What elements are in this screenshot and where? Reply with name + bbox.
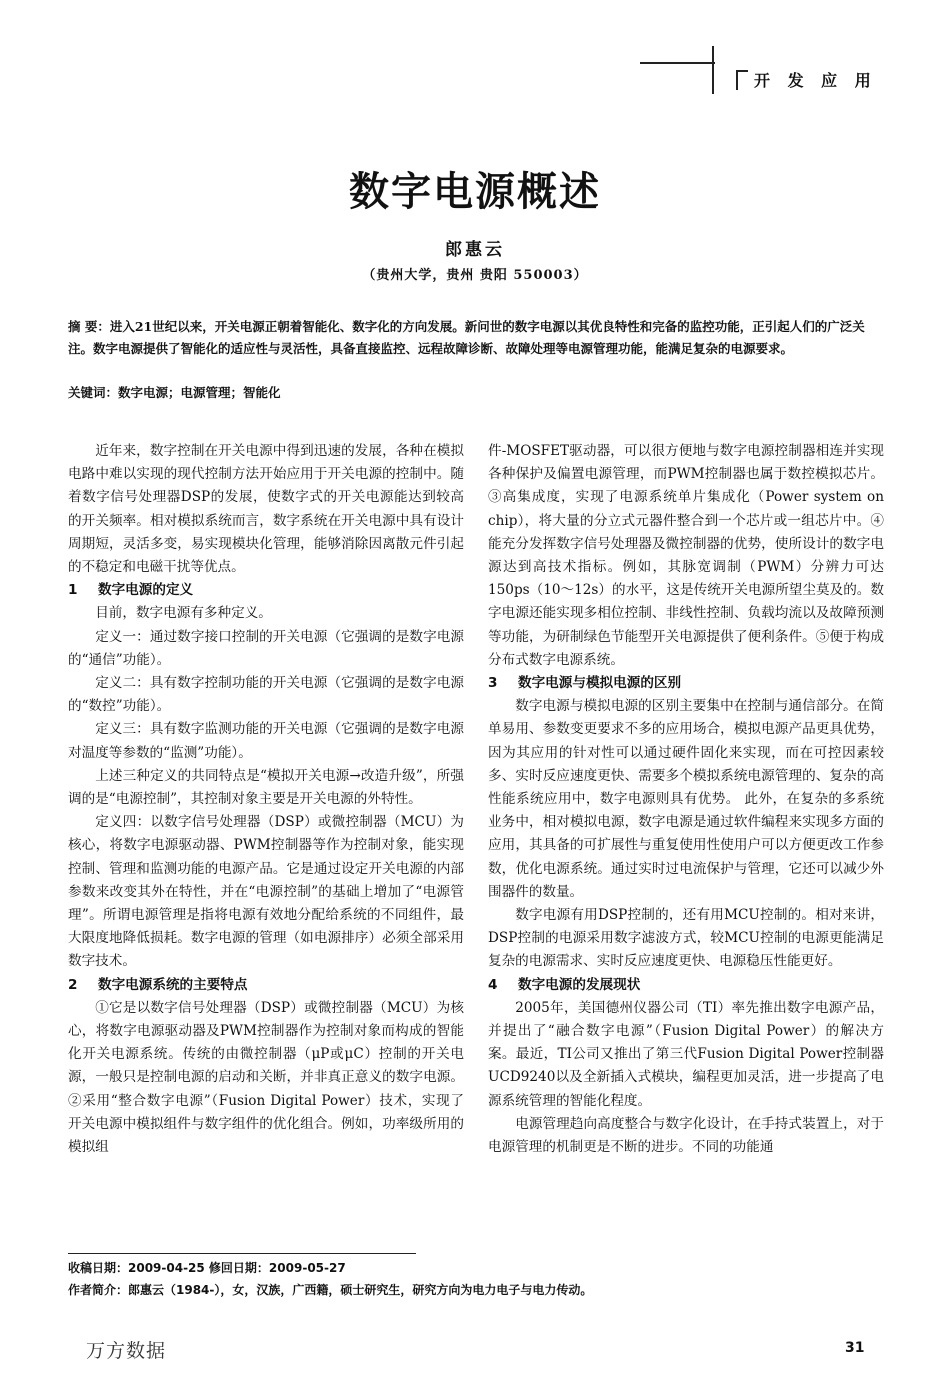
section-label: 开 发 应 用 <box>754 70 877 90</box>
section-heading-1: 1 数字电源的定义 <box>68 582 194 599</box>
author-bio: 作者简介：郎惠云（1984-），女，汉族，广西籍，硕士研究生，研究方向为电力电子与电力传动。 <box>68 1283 593 1297</box>
right-column <box>488 440 884 1159</box>
paragraph: 件-MOSFET驱动器，可以很方便地与数字电源控制器相连并实现各种保护及偏置电源管理，而PWM控制器也属于数控模拟芯片。③高集成度，实现了电源系统单片集成化（Power system on chip），将大量的分立式元器件整合到一个芯片或一组芯片中。④能充分发挥数字信号处理器及微控制器的优势，使所设计的数字电源达到高技术指标。例如，其脉宽调制（PWM）分辨力可达150ps（10～12s）的水平，这是传统开关电源所望尘莫及的。数字电源还能实现多相位控制、非线性控制、负载均流以及故障预测等功能，为研制绿色节能型开关电源提供了便利条件。⑤便于构成分布式数字电源系统。 <box>488 443 884 668</box>
paper-title: 数字电源概述 <box>349 169 601 215</box>
section-heading-3: 3 数字电源与模拟电源的区别 <box>488 675 682 692</box>
paragraph: 上述三种定义的共同特点是“模拟开关电源→改造升级”，所强调的是“电源控制”，其控制对象主要是开关电源的外特性。 <box>68 767 464 808</box>
paragraph: 数字电源有用DSP控制的，还有用MCU控制的。相对来讲，DSP控制的电源采用数字滤波方式，较MCU控制的电源更能满足复杂的电源需求、实时反应速度更快、电源稳压性能更好。 <box>488 907 884 970</box>
abstract-label: 摘 要： <box>68 319 110 334</box>
header-vertical-bar <box>712 46 714 94</box>
left-column <box>68 440 464 1159</box>
keywords-text: 数字电源；电源管理；智能化 <box>118 385 281 400</box>
keywords-label: 关键词： <box>68 385 119 400</box>
author: 郎惠云 <box>445 240 505 260</box>
paragraph: 目前，数字电源有多种定义。 <box>95 605 272 622</box>
abstract <box>68 316 884 360</box>
paragraph: 电源管理趋向高度整合与数字化设计，在手持式装置上，对于电源管理的机制更是不断的进步。不同的功能通 <box>488 1115 884 1156</box>
footnote-rule <box>68 1253 416 1254</box>
received-dates: 收稿日期：2009-04-25 修回日期：2009-05-27 <box>68 1261 346 1275</box>
paragraph: 数字电源与模拟电源的区别主要集中在控制与通信部分。在简单易用、参数变更要求不多的应用场合，模拟电源产品更具优势，因为其应用的针对性可以通过硬件固化来实现，而在可控因素较多、实时反应速度更快、需要多个模拟系统电源管理的、复杂的高性能系统应用中，数字电源则具有优势。 此外，在复杂的多系统业务中，相对模拟电源，数字电源是通过软件编程来实现多方面的应用，其具备的可扩展性与重复使用性使用户可以方便更改工作参数，优化电源系统。通过实时过电流保护与管理，它还可以减少外围器件的数量。 <box>488 698 884 900</box>
section-heading-4: 4 数字电源的发展现状 <box>488 976 641 993</box>
paragraph: 定义四：以数字信号处理器（DSP）或微控制器（MCU）为核心，将数字电源驱动器、PWM控制器等作为控制对象，能实现控制、管理和监测功能的电源产品。它是通过设定开关电源的内部参数来改变其外在特性，并在“电源控制”的基础上增加了“电源管理”。所谓电源管理是指将电源有效地分配给系统的不同组件，最大限度地降低损耗。数字电源的管理（如电源排序）必须全部采用数字技术。 <box>68 814 464 970</box>
section-bracket-icon <box>736 70 748 90</box>
keywords <box>68 382 884 404</box>
header-rule <box>640 62 715 64</box>
page-number: 31 <box>845 1340 865 1356</box>
paragraph: 定义二：具有数字控制功能的开关电源（它强调的是数字电源的“数控”功能）。 <box>68 675 464 715</box>
section-tag <box>736 68 877 90</box>
paragraph: 近年来，数字控制在开关电源中得到迅速的发展，各种在模拟电路中难以实现的现代控制方法开始应用于开关电源的控制中。随着数字信号处理器DSP的发展，使数字式的开关电源能达到较高的开关频率。相对模拟系统而言，数字系统在开关电源中具有设计周期短，灵活多变，易实现模块化管理，能够消除因离散元件引起的不稳定和电磁干扰等优点。 <box>68 443 464 576</box>
watermark: 万方数据 <box>86 1340 167 1362</box>
affiliation: （贵州大学，贵州 贵阳 550003） <box>362 268 588 283</box>
paragraph: 2005年，美国德州仪器公司（TI）率先推出数字电源产品，并提出了“融合数字电源”（Fusion Digital Power）的解决方案。最近，TI公司又推出了第三代Fusion Digital Power控制器UCD9240以及全新插入式模块，编程更加灵活，进一步提高了电源系统管理的智能化程度。 <box>488 999 884 1109</box>
paragraph: ①它是以数字信号处理器（DSP）或微控制器（MCU）为核心，将数字电源驱动器及PWM控制器作为控制对象而构成的智能化开关电源系统。传统的由微控制器（μP或μC）控制的开关电源，一般只是控制电源的启动和关断，并非真正意义的数字电源。②采用“整合数字电源”（Fusion Digital Power）技术，实现了开关电源中模拟组件与数字组件的优化组合。例如，功率级所用的模拟组 <box>68 999 464 1156</box>
paragraph: 定义一：通过数字接口控制的开关电源（它强调的是数字电源的“通信”功能）。 <box>68 628 464 668</box>
abstract-text: 进入21世纪以来，开关电源正朝着智能化、数字化的方向发展。新问世的数字电源以其优良特性和完备的监控功能，正引起人们的广泛关注。数字电源提供了智能化的适应性与灵活性，具备直接监控、远程故障诊断、故障处理等电源管理功能，能满足复杂的电源要求。 <box>68 319 865 356</box>
section-heading-2: 2 数字电源系统的主要特点 <box>68 976 248 993</box>
paragraph: 定义三：具有数字监测功能的开关电源（它强调的是数字电源对温度等参数的“监测”功能）。 <box>68 721 464 761</box>
